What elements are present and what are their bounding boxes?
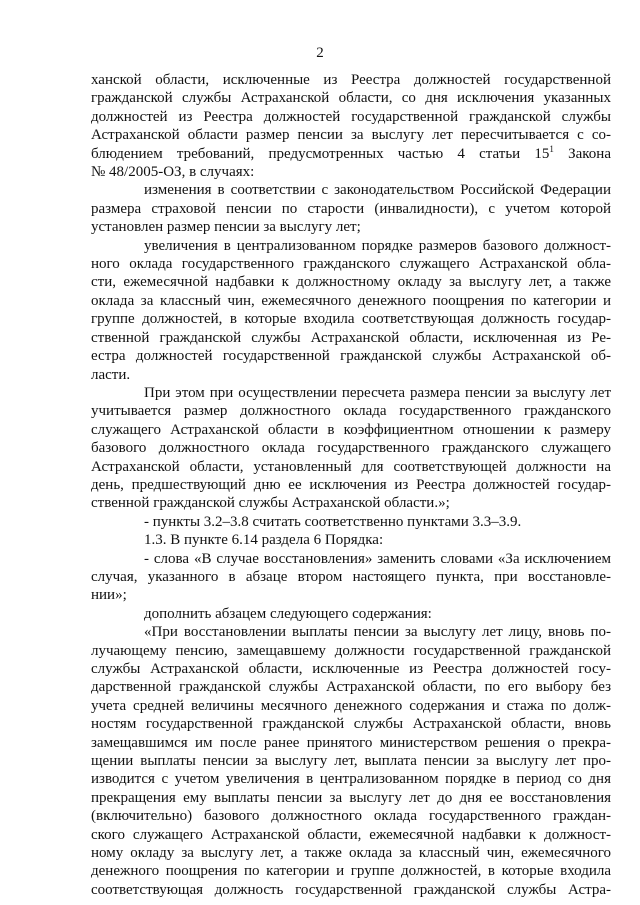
text-line: увеличения в централизованном порядке размеров базового должност- xyxy=(144,237,611,254)
superscript-one: 1 xyxy=(549,143,554,154)
text-line: гражданской службы Астраханской области, со дня исключения указанных xyxy=(91,90,611,107)
text-line: ласти. xyxy=(91,366,131,383)
text-line: естра должностей государственной гражданской службы Астраханской об- xyxy=(91,348,611,365)
text-line: - слова «В случае восстановления» заменить словами «За исключением xyxy=(144,550,611,567)
text-line: - пункты 3.2–3.8 считать соответственно пунктами 3.3–3.9. xyxy=(144,513,522,530)
text-line: № 48/2005-ОЗ, в случаях: xyxy=(91,164,255,181)
text-line: ского служащего Астраханской области, ежемесячной надбавки к должност- xyxy=(91,826,611,843)
text-line: ному окладу за выслугу лет, а также оклада за классный чин, ежемесячного xyxy=(91,845,611,862)
text-line: оклада за классный чин, ежемесячного денежного поощрения по категории и xyxy=(91,292,611,309)
page-number: 2 xyxy=(316,45,324,61)
text-line: 1.3. В пункте 6.14 раздела 6 Порядка: xyxy=(144,532,384,549)
text-line: учитывается размер должностного оклада государственного гражданского xyxy=(91,403,611,420)
text-line: учета средней величины месячного денежного содержания и стажа по долж- xyxy=(91,697,611,714)
text-line: ственной гражданской службы Астраханской области, исключенная из Ре- xyxy=(91,329,611,346)
text-line: замещавшимся им после ранее принятого министерством решения о прекра- xyxy=(91,734,611,751)
text-line: При этом при осуществлении пересчета размера пенсии за выслугу лет xyxy=(144,384,611,401)
document-body xyxy=(91,71,611,899)
text-line: изводится с учетом увеличения в централизованном порядке в период со дня xyxy=(91,771,611,788)
text-line: блюдением требований, предусмотренных частью 4 статьи $15^1$ Закона xyxy=(91,143,611,162)
text-line: группе должностей, в которые входила соответствующая должность государ- xyxy=(91,311,611,328)
text-line: должностей из Реестра должностей государственной гражданской службы xyxy=(91,108,611,125)
text-line: служащего Астраханской области в коэффициентном отношении к размеру xyxy=(91,421,611,438)
text-line: денежного поощрения по категории и группе должностей, в которые входила xyxy=(91,863,611,880)
text-line: прекращения ему выплаты пенсии за выслугу лет до дня ее восстановления xyxy=(91,789,611,806)
text-line: сти, ежемесячной надбавки к должностному окладу за выслугу лет, а также xyxy=(91,274,611,291)
text-line: службы Астраханской области, исключенные из Реестра должностей госу- xyxy=(91,661,611,677)
text-line: нии»; xyxy=(91,587,127,604)
text-line: Астраханской области, установленный для соответствующей должности на xyxy=(91,458,611,475)
text-line: ханской области, исключенные из Реестра должностей государственной xyxy=(91,72,611,88)
text-line: соответствующая должность государственной гражданской службы Астра- xyxy=(91,881,611,898)
text-line: Астраханской области размер пенсии за выслугу лет пересчитывается с со- xyxy=(91,127,611,144)
text-line: щении выплаты пенсии за выслугу лет, выплата пенсии за выслугу лет про- xyxy=(91,753,611,770)
text-line: изменения в соответствии с законодательством Российской Федерации xyxy=(144,182,611,199)
text-line: размера страховой пенсии по старости (инвалидности), с учетом которой xyxy=(91,200,611,217)
text-line: установлен размер пенсии за выслугу лет; xyxy=(91,219,361,236)
text-line: случая, указанного в абзаце втором настоящего пункта, при восстановле- xyxy=(91,568,611,585)
text-line: дарственной гражданской службы Астраханской области, по его выбору без xyxy=(91,679,611,696)
text-line: лучающему пенсию, замещавшему должности государственной гражданской xyxy=(91,642,611,659)
text-line: дополнить абзацем следующего содержания: xyxy=(144,605,432,622)
text-line: день, предшествующий дню ее исключения из Реестра должностей государ- xyxy=(91,476,611,493)
text-line: «При восстановлении выплаты пенсии за выслугу лет лицу, вновь по- xyxy=(144,624,611,641)
text-line: (включительно) базового должностного оклада государственного граждан- xyxy=(91,808,611,825)
text-line: ного оклада государственного гражданского служащего Астраханской обла- xyxy=(91,256,611,273)
text-line: ственной гражданской службы Астраханской области.»; xyxy=(91,495,450,512)
text-line: ностям государственной гражданской службы Астраханской области, вновь xyxy=(91,716,611,733)
text-line: базового должностного оклада государственного гражданского служащего xyxy=(91,440,611,457)
